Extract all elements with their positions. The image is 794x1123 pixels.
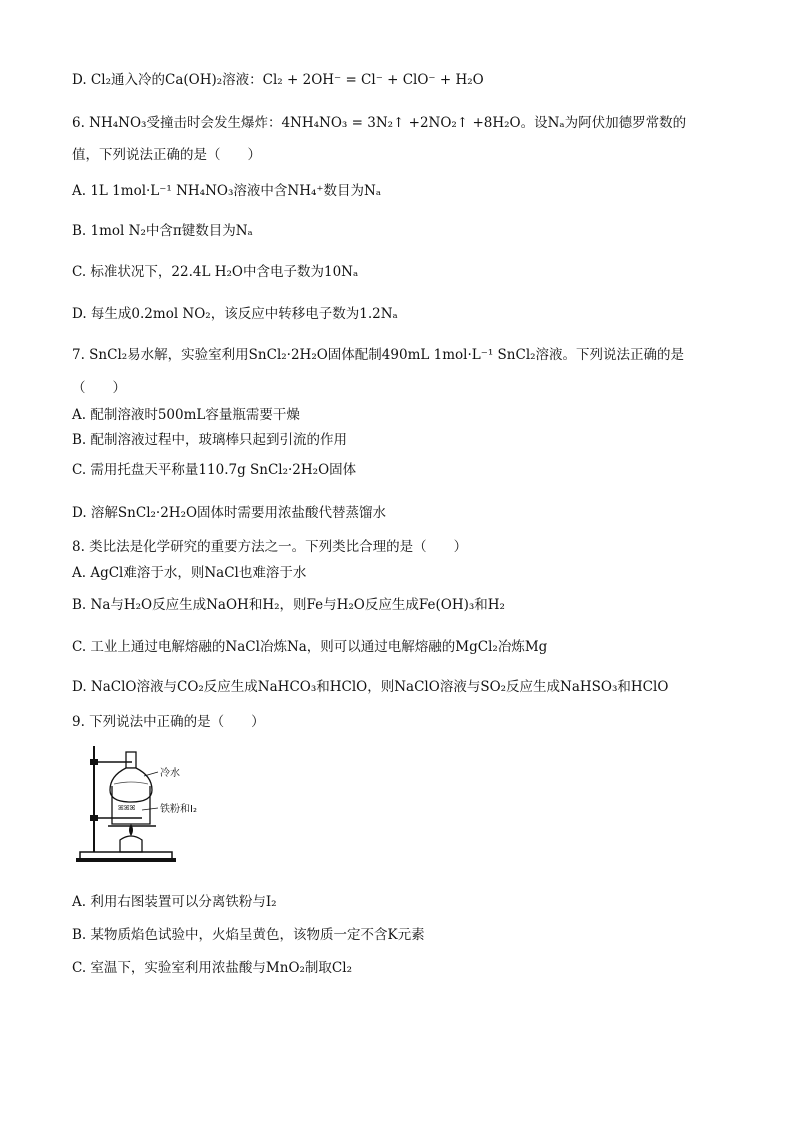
label-iron-iodine: 铁粉和I₂ [160,804,197,815]
flask-body [110,768,152,802]
question-6-stem-1: 6. NH₄NO₃受撞击时会发生爆炸：4NH₄NO₃ = 3N₂↑ +2NO₂↑ +8H₂O。设Nₐ为阿伏加德罗常数的 [72,115,687,131]
question-7-option-a: A. 配制溶液时500mL容量瓶需要干燥 [72,407,300,423]
question-9-option-b: B. 某物质焰色试验中，火焰呈黄色，该物质一定不含K元素 [72,927,425,943]
question-8-option-d: D. NaClO溶液与CO₂反应生成NaHCO₃和HClO，则NaClO溶液与SO₂反应生成NaHSO₃和HClO [72,679,669,695]
question-8-stem: 8. 类比法是化学研究的重要方法之一。下列类比合理的是（ ） [72,539,468,555]
question-8-option-b: B. Na与H₂O反应生成NaOH和H₂，则Fe与H₂O反应生成Fe(OH)₃和H₂ [72,597,505,613]
question-6-option-b: B. 1mol N₂中含π键数目为Nₐ [72,223,253,239]
question-8-option-a: A. AgCl难溶于水，则NaCl也难溶于水 [72,565,307,581]
label-cold-water: 冷水 [160,768,180,779]
question-9-stem: 9. 下列说法中正确的是（ ） [72,714,265,730]
alcohol-lamp [120,836,142,852]
question-6-option-c: C. 标准状况下，22.4L H₂O中含电子数为10Nₐ [72,264,359,280]
question-9-option-a: A. 利用右图装置可以分离铁粉与I₂ [72,894,277,910]
question-7-stem-2: （ ） [72,380,126,396]
question-7-option-d: D. 溶解SnCl₂·2H₂O固体时需要用浓盐酸代替蒸馏水 [72,505,387,521]
question-6-stem-2: 值，下列说法正确的是（ ） [72,147,261,163]
question-7-stem-1: 7. SnCl₂易水解，实验室利用SnCl₂·2H₂O固体配制490mL 1mol·L⁻¹ SnCl₂溶液。下列说法正确的是 [72,347,685,363]
question-6-option-a: A. 1L 1mol·L⁻¹ NH₄NO₃溶液中含NH₄⁺数目为Nₐ [72,183,382,199]
line-1: D. Cl₂通入冷的Ca(OH)₂溶液：Cl₂ + 2OH⁻ = Cl⁻ + ClO⁻ + H₂O [72,72,484,88]
sublimation-apparatus-figure [72,740,222,870]
question-6-option-d: D. 每生成0.2mol NO₂，该反应中转移电子数为1.2Nₐ [72,306,398,322]
question-9-option-c: C. 室温下，实验室利用浓盐酸与MnO₂制取Cl₂ [72,960,352,976]
question-7-option-b: B. 配制溶液过程中，玻璃棒只起到引流的作用 [72,432,348,448]
svg-text:ꕤꕤꕤ: ꕤꕤꕤ [118,804,136,812]
question-8-option-c: C. 工业上通过电解熔融的NaCl冶炼Na，则可以通过电解熔融的MgCl₂冶炼Mg [72,639,548,655]
flask-neck [126,752,136,768]
question-7-option-c: C. 需用托盘天平称量110.7g SnCl₂·2H₂O固体 [72,462,357,478]
